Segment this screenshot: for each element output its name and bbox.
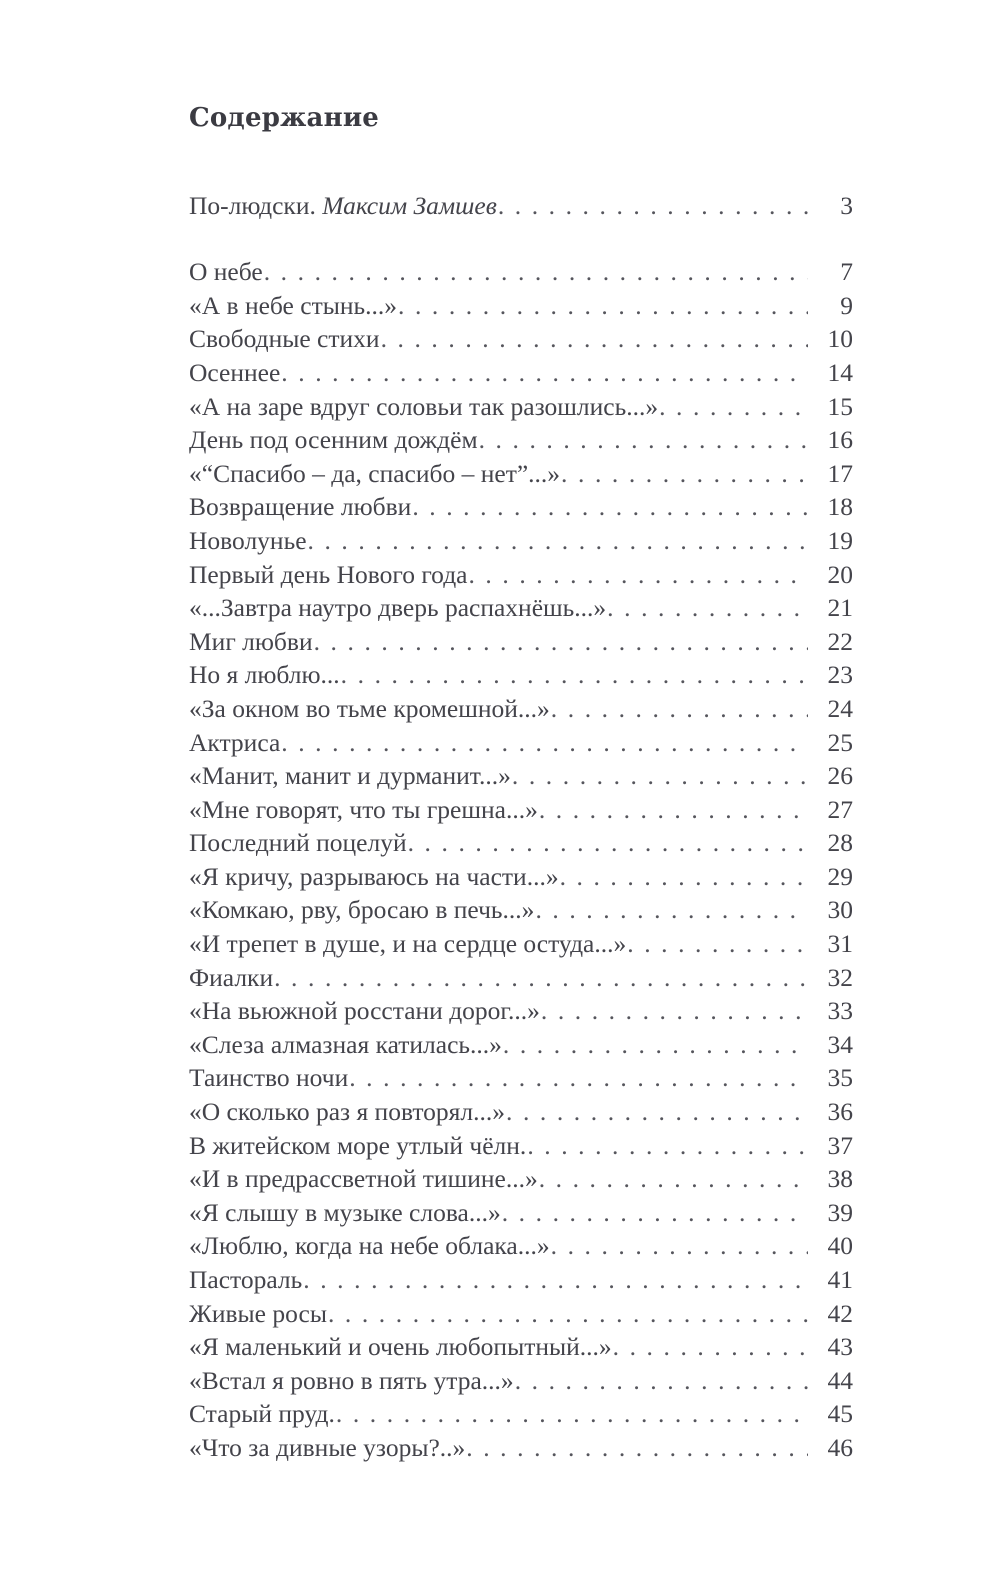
dot-leader [408,826,808,860]
dot-leader [659,390,808,424]
toc-entry [189,927,853,961]
toc-entry-page-number: 30 [827,895,853,925]
toc-entry-page-number: 23 [827,660,853,690]
toc-entry [189,591,853,625]
toc-entry-page-number: 43 [827,1332,853,1362]
page-title: Содержание [189,103,380,133]
toc-entry-title: Пастораль [189,1265,303,1294]
toc-entry [189,826,853,860]
toc-entry-page-number: 37 [827,1130,853,1160]
toc-entry-title: Старый пруд. [189,1399,335,1429]
toc-entry [189,1297,853,1331]
toc-entry [189,558,853,592]
toc-entry-title: «Я маленький и очень любопытный...» [189,1332,612,1362]
dot-leader [560,860,808,894]
contents-block [189,104,853,1465]
toc-entry-title: Актриса [189,727,281,757]
toc-entry-title: О небе [189,257,263,287]
toc-entry [189,1229,853,1263]
toc-entry-title: «И трепет в душе, и на сердце остуда...» [189,929,627,959]
toc-entry-page-number: 7 [840,257,853,287]
toc-entry [189,524,853,558]
dot-leader [281,356,808,390]
dot-leader [535,893,808,927]
toc-entry-page-number: 36 [827,1097,853,1127]
toc-entry-title: «И в предрассветной тишине...» [189,1164,538,1194]
toc-entry-title: «Мне говорят, что ты грешна...» [189,794,538,824]
toc-entry [189,692,853,726]
dot-leader [303,1263,808,1297]
toc-entry-page-number: 20 [827,559,853,589]
toc-entry-title: Последний поцелуй [189,828,407,858]
dot-leader [541,994,808,1028]
toc-entry [189,1364,853,1398]
toc-entry [189,726,853,760]
toc-entry [189,1330,853,1364]
toc-entry [189,1196,853,1230]
toc-entry-title: «За окном во тьме кромешной...» [189,693,550,723]
toc-entry-title: «На вьюжной росстани дорог...» [189,996,540,1026]
toc-entry-title: «Я кричу, разрываюсь на части...» [189,861,559,891]
dot-leader [527,1129,808,1163]
toc-entry [189,1162,853,1196]
dot-leader [336,1397,808,1431]
toc-entry-page-number: 22 [827,626,853,656]
toc-entry-title [189,189,497,223]
dot-leader [381,322,808,356]
toc-entry-page-number: 26 [827,761,853,791]
toc-entry-page-number: 25 [827,727,853,757]
toc-entry-title: Таинство ночи [189,1063,349,1093]
toc-entry [189,1263,853,1297]
dot-leader [479,423,808,457]
toc-entry-page-number: 40 [827,1231,853,1261]
toc-entry-page-number: 28 [827,828,853,858]
dot-leader [349,1061,808,1095]
toc-entry-page-number: 14 [827,357,853,387]
toc-entry [189,423,853,457]
toc-entry-page-number: 45 [827,1399,853,1429]
toc-entry [189,1397,853,1431]
toc-entry [189,793,853,827]
toc-entry-page-number: 19 [827,525,853,555]
toc-entry-title: Живые росы [189,1298,327,1328]
toc-entry-title: «А в небе стынь...» [189,290,397,320]
toc-entry [189,356,853,390]
dot-leader [466,1431,808,1465]
toc-entry-title: Свободные стихи [189,324,380,354]
dot-leader [515,1364,808,1398]
toc-entry-page-number: 17 [827,458,853,488]
toc-entry-title: «Что за дивные узоры?..» [189,1432,466,1462]
toc-entry-title: В житейском море утлый чёлн. [189,1130,527,1160]
toc-entry-page-number: 39 [827,1197,853,1227]
toc-entry-page-number: 38 [827,1164,853,1194]
toc-entry-title: Осеннее [189,357,281,387]
toc-entry [189,490,853,524]
dot-leader [341,658,808,692]
toc-entry-title: «...Завтра наутро дверь распахнёшь...» [189,593,607,623]
toc-entry-title: Новолунье [189,525,307,555]
dot-leader [506,1095,808,1129]
dot-leader [281,726,808,760]
toc-entry-page-number: 24 [827,693,853,723]
toc-entry-title: «Я слышу в музыке слова...» [189,1197,501,1227]
toc-entry-title: «Люблю, когда на небе облака...» [189,1231,550,1261]
toc-entry-title: «А на заре вдруг соловьи так разошлись...» [189,391,659,421]
dot-leader [412,490,808,524]
dot-leader [627,927,808,961]
toc-entry-author: Максим Замшев [322,190,497,220]
toc-entry-page-number: 21 [827,593,853,623]
toc-entry-page-number: 15 [827,391,853,421]
toc-entry [189,1028,853,1062]
toc-entry-title: День под осенним дождём [189,425,478,455]
toc-entry-title: Первый день Нового года [189,559,468,589]
toc-entry-title-text: По-людски. [189,190,323,220]
toc-entry-preface [189,189,853,223]
toc-entry [189,961,853,995]
toc-entry [189,994,853,1028]
toc-entry-title: Миг любви [189,626,313,656]
toc-entry [189,390,853,424]
toc-entry [189,893,853,927]
dot-leader [539,1162,808,1196]
dot-leader [503,1028,808,1062]
dot-leader [468,558,808,592]
dot-leader [551,692,808,726]
toc-entry-page-number: 44 [827,1365,853,1395]
toc-entry-page-number: 33 [827,996,853,1026]
dot-leader [314,625,808,659]
toc-entry [189,759,853,793]
toc-entry-title: Возвращение любви [189,492,412,522]
toc-entry-title: «Встал я ровно в пять утра...» [189,1365,514,1395]
toc-entry-page-number: 46 [827,1432,853,1462]
dot-leader [502,1196,808,1230]
toc-entry-page-number: 9 [840,290,853,320]
toc-entry [189,625,853,659]
toc-entry-page-number: 31 [827,929,853,959]
toc-entry-page-number: 16 [827,425,853,455]
toc-entry [189,1431,853,1465]
toc-entry [189,658,853,692]
dot-leader [264,255,808,289]
toc-entry-page-number: 34 [827,1029,853,1059]
toc-entry [189,860,853,894]
toc-entry-page-number: 18 [827,492,853,522]
toc-entry-title: «О сколько раз я повторял...» [189,1097,505,1127]
dot-leader [607,591,808,625]
toc-entry-title: «Манит, манит и дурманит...» [189,761,511,791]
toc-entry [189,289,853,323]
dot-leader [551,1229,808,1263]
table-of-contents-list [189,189,853,1465]
toc-entry [189,1129,853,1163]
dot-leader [561,457,808,491]
toc-entry-title: «Слеза алмазная катилась...» [189,1029,502,1059]
toc-entry-page-number: 32 [827,962,853,992]
dot-leader [328,1297,808,1331]
toc-entry [189,255,853,289]
dot-leader [539,793,808,827]
toc-entry-title: Фиалки [189,962,274,992]
toc-entry-page-number: 27 [827,794,853,824]
dot-leader [613,1330,808,1364]
toc-entry-page-number: 42 [827,1298,853,1328]
dot-leader [274,961,808,995]
toc-entry-title: Но я люблю... [189,660,340,690]
toc-entry-title: «“Спасибо – да, спасибо – нет”...» [189,458,561,488]
toc-entry [189,322,853,356]
toc-entry-page-number: 41 [827,1265,853,1294]
dot-leader [308,524,808,558]
toc-entry [189,457,853,491]
dot-leader [498,189,808,223]
dot-leader [512,759,808,793]
toc-entry [189,1095,853,1129]
toc-entry [189,1061,853,1095]
toc-entry-page-number: 10 [827,324,853,354]
toc-entry-title: «Комкаю, рву, бросаю в печь...» [189,895,535,925]
toc-entry-page-number: 35 [827,1063,853,1093]
toc-entry-page-number: 29 [827,861,853,891]
dot-leader [398,289,808,323]
toc-entry-page-number: 3 [840,190,853,220]
